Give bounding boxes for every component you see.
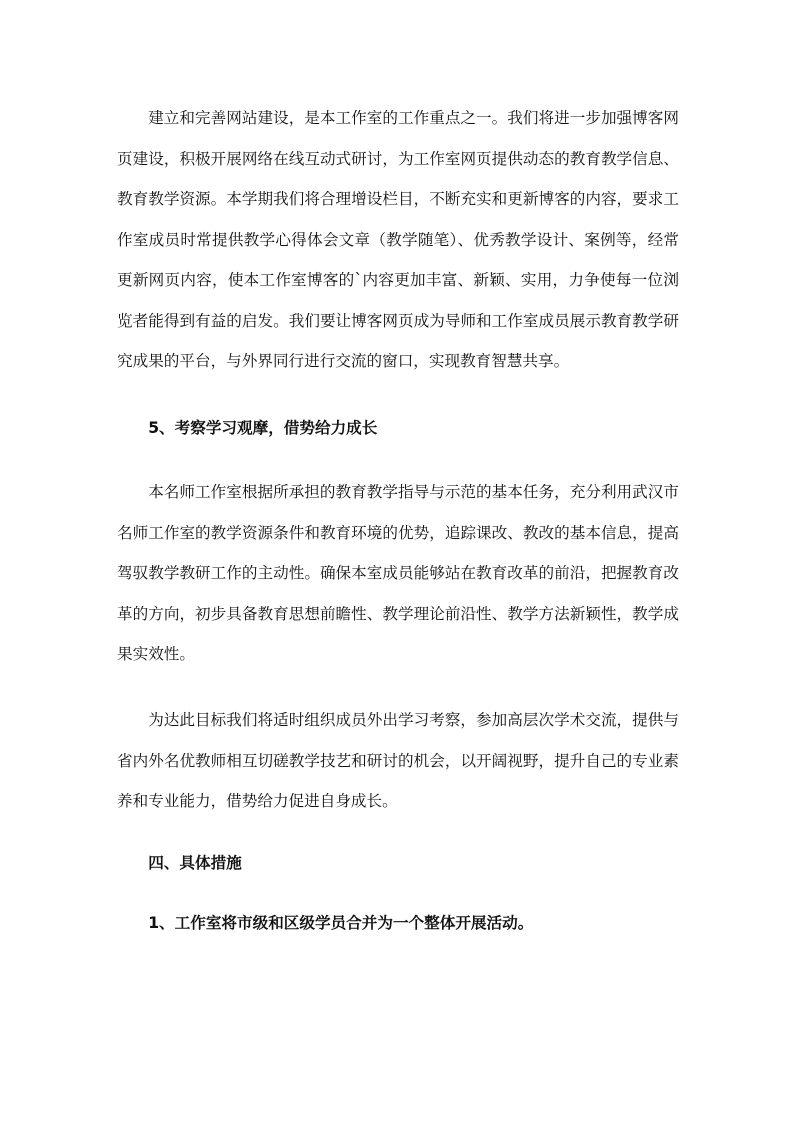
website-paragraph-block [117,98,679,382]
measure-1-heading: 1、工作室将市级和区级学员合并为一个整体开展活动。 [148,914,534,932]
section-four-heading: 四、具体措施 [148,854,242,872]
measure-1-heading-block [117,903,679,944]
section-four-heading-block [117,843,679,884]
website-paragraph: 建立和完善网站建设，是本工作室的工作重点之一。我们将进一步加强博客网页建设，积极开展网络在线互动式研讨，为工作室网页提供动态的教育教学信息、教育教学资源。本学期我们将合理增设栏目，不断充实和更新博客的内容，要求工作室成员时常提供教学心得体会文章（教学随笔）、优秀教学设计、案例等，经常更新网页内容，使本工作室博客的`内容更加丰富、新颖、实用，力争使每一位浏览者能得到有益的启发。我们要让博客网页成为导师和工作室成员展示教育教学研究成果的平台，与外界同行进行交流的窗口，实现教育智慧共享。 [117,109,679,370]
section-5-heading: 5、考察学习观摩，借势给力成长 [148,419,378,437]
study-paragraph: 本名师工作室根据所承担的教育教学指导与示范的基本任务，充分利用武汉市名师工作室的教学资源条件和教育环境的优势，追踪课改、教改的基本信息，提高驾驭教学教研工作的主动性。确保本室成员能够站在教育改革的前沿，把握教育改革的方向，初步具备教育思想前瞻性、教学理论前沿性、教学方法新颖性，教学成果实效性。 [117,483,679,663]
goal-paragraph-block [117,700,679,822]
section-5-heading-block [117,408,679,449]
study-paragraph-block [117,472,679,675]
goal-paragraph: 为达此目标我们将适时组织成员外出学习考察，参加高层次学术交流，提供与省内外名优教师相互切磋教学技艺和研讨的机会，以开阔视野，提升自己的专业素养和专业能力，借势给力促进自身成长。 [117,711,679,810]
